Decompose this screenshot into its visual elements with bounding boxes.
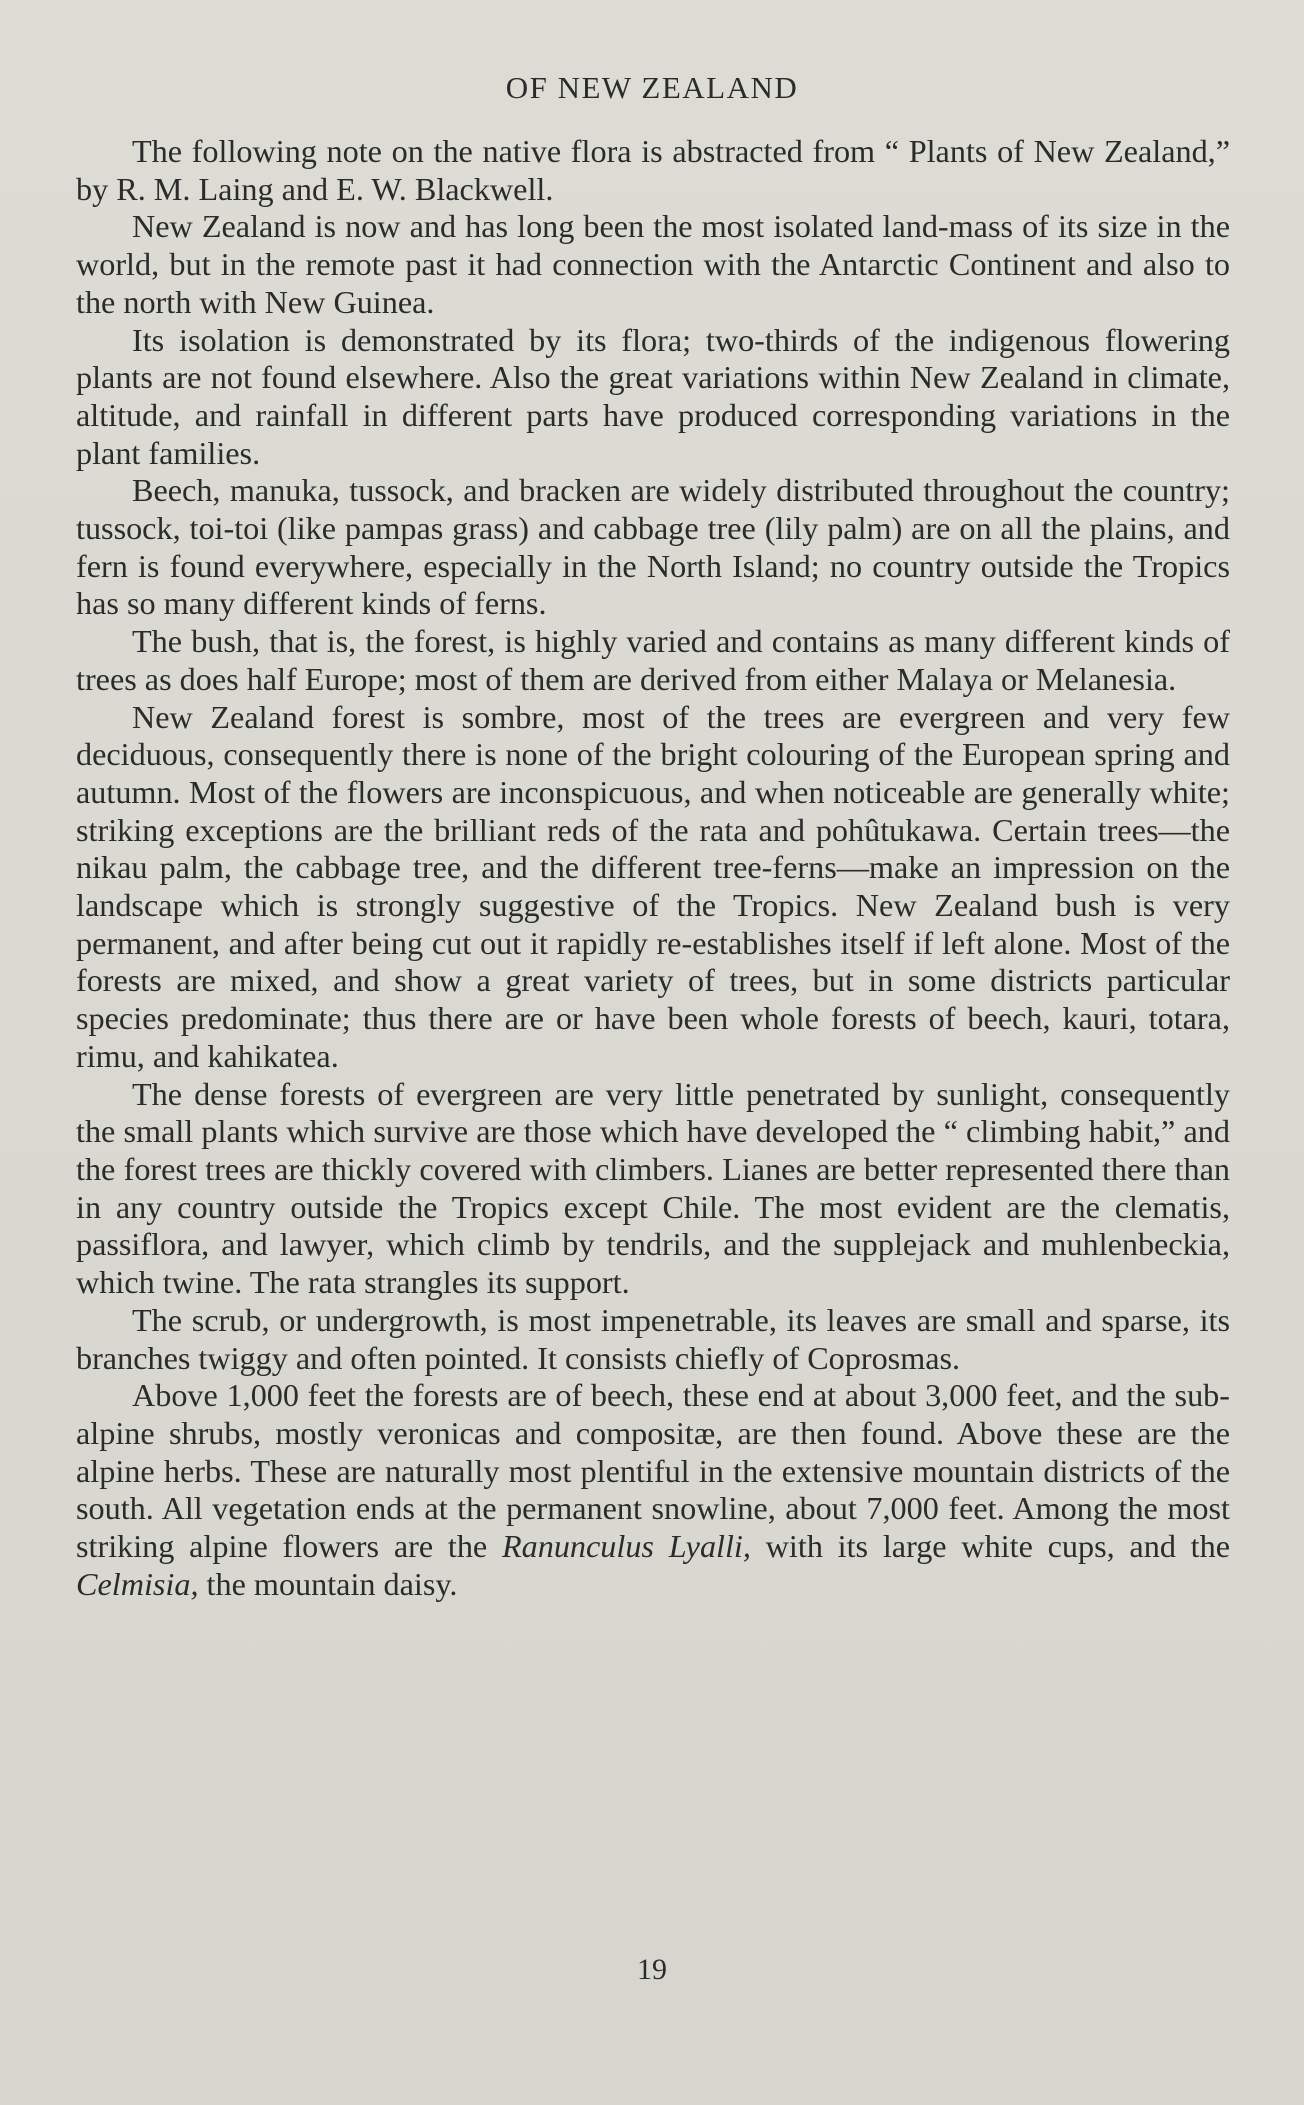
paragraph-bush: The bush, that is, the forest, is highly varied and contains as many different kinds of trees as does half Europe; most of them are derived from either Malaya or Melanesia. [76, 623, 1230, 697]
paragraph-forest: New Zealand forest is sombre, most of the trees are evergreen and very few deciduous, consequently there is none of the bright colouring of the European spring and autumn. Most of the flowers are inconspicuous, and when noticeable are generally white; striking exceptions are the brilliant reds of the rata and pohûtukawa. Certain trees—the nikau palm, the cabbage tree, and the different tree-ferns—make an impression on the landscape which is strongly suggestive of the Tropics. New Zealand bush is very permanent, and after being cut out it rapidly re-establishes itself if left alone. Most of the forests are mixed, and show a great variety of trees, but in some districts particular species predominate; thus there are or have been whole forests of beech, kauri, totara, rimu, and kahikatea. [76, 698, 1230, 1074]
paragraph-isolation: New Zealand is now and has long been the most isolated land-mass of its size in the world, but in the remote past it had connection with the Antarctic Continent and also to the north with New Guinea. [76, 208, 1230, 320]
running-head: OF NEW ZEALAND [505, 70, 799, 105]
page-number: 19 [637, 1953, 667, 1986]
alpine-text-2: with its large white cups, and the [750, 1528, 1230, 1565]
paragraph-alpine [76, 1377, 1230, 1603]
alpine-text-3: the mountain daisy. [198, 1565, 458, 1602]
paragraph-distribution: Beech, manuka, tussock, and bracken are widely distributed throughout the country; tussock, toi-toi (like pampas grass) and cabbage tree (lily palm) are on all the plains, and fern is found everywhere, especially in the North Island; no country outside the Tropics has so many different kinds of ferns. [76, 472, 1230, 622]
body-text [76, 133, 1230, 1603]
italic-ranunculus: Ranunculus Lyalli, [501, 1528, 751, 1565]
italic-celmisia: Celmisia, [76, 1565, 199, 1602]
paragraph-source-note: The following note on the native flora is abstracted from “ Plants of New Zealand,” by R. M. Laing and E. W. Blackwell. [76, 133, 1230, 207]
paragraph-scrub: The scrub, or undergrowth, is most impenetrable, its leaves are small and sparse, its branches twiggy and often pointed. It consists chiefly of Coprosmas. [76, 1301, 1230, 1376]
paragraph-flora: Its isolation is demonstrated by its flora; two-thirds of the indigenous flowering plants are not found elsewhere. Also the great variations within New Zealand in climate, altitude, and rainfall in different parts have produced corresponding variations in the plant families. [76, 321, 1230, 471]
alpine-text-1: Above 1,000 feet the forests are of beech, these end at about 3,000 feet, and the sub-alpine shrubs, mostly veronicas and compositæ, are then found. Above these are the alpine herbs. These are naturally most plentiful in the extensive mountain districts of the south. All vegetation ends at the permanent snowline, about 7,000 feet. Among the most striking alpine flowers are the [76, 1377, 1230, 1565]
paragraph-climbers: The dense forests of evergreen are very little penetrated by sunlight, consequently the small plants which survive are those which have developed the “ climbing habit,” and the forest trees are thickly covered with climbers. Lianes are better represented there than in any country outside the Tropics except Chile. The most evident are the clematis, passiflora, and lawyer, which climb by tendrils, and the supplejack and muhlenbeckia, which twine. The rata strangles its support. [76, 1075, 1230, 1301]
